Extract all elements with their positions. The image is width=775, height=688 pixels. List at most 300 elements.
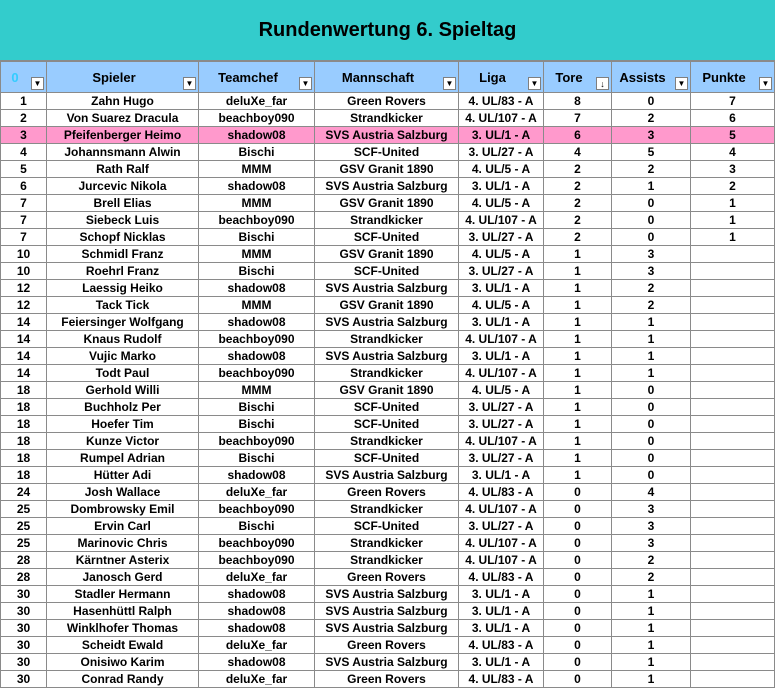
- cell-rank[interactable]: 12: [1, 280, 47, 297]
- cell-teamchef[interactable]: MMM: [199, 297, 315, 314]
- cell-assists[interactable]: 2: [612, 569, 691, 586]
- cell-liga[interactable]: 4. UL/107 - A: [459, 331, 544, 348]
- cell-liga[interactable]: 4. UL/83 - A: [459, 484, 544, 501]
- column-header-tore[interactable]: [544, 62, 612, 93]
- cell-rank[interactable]: 14: [1, 331, 47, 348]
- cell-punkte[interactable]: [691, 263, 775, 280]
- cell-punkte[interactable]: [691, 382, 775, 399]
- cell-mannschaft[interactable]: Strandkicker: [315, 433, 459, 450]
- cell-assists[interactable]: 0: [612, 229, 691, 246]
- cell-liga[interactable]: 3. UL/1 - A: [459, 467, 544, 484]
- table-row: [1, 144, 775, 161]
- cell-tore[interactable]: 1: [544, 382, 612, 399]
- cell-rank[interactable]: 24: [1, 484, 47, 501]
- cell-mannschaft[interactable]: SCF-United: [315, 229, 459, 246]
- cell-spieler[interactable]: Scheidt Ewald: [47, 637, 199, 654]
- cell-mannschaft[interactable]: Green Rovers: [315, 671, 459, 688]
- cell-mannschaft[interactable]: SVS Austria Salzburg: [315, 127, 459, 144]
- cell-tore[interactable]: 0: [544, 654, 612, 671]
- cell-punkte[interactable]: [691, 314, 775, 331]
- cell-mannschaft[interactable]: GSV Granit 1890: [315, 297, 459, 314]
- cell-spieler[interactable]: Feiersinger Wolfgang: [47, 314, 199, 331]
- cell-assists[interactable]: 1: [612, 365, 691, 382]
- cell-liga[interactable]: 3. UL/1 - A: [459, 654, 544, 671]
- cell-mannschaft[interactable]: Strandkicker: [315, 535, 459, 552]
- cell-liga[interactable]: 3. UL/1 - A: [459, 314, 544, 331]
- column-header-mannschaft[interactable]: [315, 62, 459, 93]
- cell-rank[interactable]: 6: [1, 178, 47, 195]
- chevron-down-icon[interactable]: ▼: [759, 77, 772, 90]
- cell-assists[interactable]: 2: [612, 552, 691, 569]
- cell-mannschaft[interactable]: GSV Granit 1890: [315, 161, 459, 178]
- cell-mannschaft[interactable]: Green Rovers: [315, 93, 459, 110]
- cell-punkte[interactable]: [691, 518, 775, 535]
- cell-spieler[interactable]: Von Suarez Dracula: [47, 110, 199, 127]
- cell-mannschaft[interactable]: Green Rovers: [315, 637, 459, 654]
- cell-rank[interactable]: 14: [1, 365, 47, 382]
- cell-spieler[interactable]: Jurcevic Nikola: [47, 178, 199, 195]
- cell-assists[interactable]: 2: [612, 110, 691, 127]
- cell-assists[interactable]: 3: [612, 246, 691, 263]
- cell-tore[interactable]: 2: [544, 195, 612, 212]
- cell-punkte[interactable]: 5: [691, 127, 775, 144]
- cell-mannschaft[interactable]: SCF-United: [315, 399, 459, 416]
- cell-teamchef[interactable]: Bischi: [199, 450, 315, 467]
- cell-teamchef[interactable]: Bischi: [199, 263, 315, 280]
- cell-mannschaft[interactable]: SVS Austria Salzburg: [315, 280, 459, 297]
- cell-tore[interactable]: 0: [544, 501, 612, 518]
- cell-mannschaft[interactable]: Strandkicker: [315, 331, 459, 348]
- cell-assists[interactable]: 0: [612, 195, 691, 212]
- cell-liga[interactable]: 4. UL/83 - A: [459, 637, 544, 654]
- cell-teamchef[interactable]: shadow08: [199, 586, 315, 603]
- cell-rank[interactable]: 30: [1, 671, 47, 688]
- cell-spieler[interactable]: Siebeck Luis: [47, 212, 199, 229]
- cell-punkte[interactable]: [691, 433, 775, 450]
- cell-teamchef[interactable]: deluXe_far: [199, 671, 315, 688]
- cell-tore[interactable]: 0: [544, 569, 612, 586]
- cell-mannschaft[interactable]: SVS Austria Salzburg: [315, 654, 459, 671]
- cell-spieler[interactable]: Pfeifenberger Heimo: [47, 127, 199, 144]
- cell-assists[interactable]: 3: [612, 263, 691, 280]
- sort-desc-icon[interactable]: ↓: [596, 77, 609, 90]
- column-header-assists[interactable]: [612, 62, 691, 93]
- cell-mannschaft[interactable]: GSV Granit 1890: [315, 195, 459, 212]
- cell-teamchef[interactable]: beachboy090: [199, 212, 315, 229]
- cell-spieler[interactable]: Kunze Victor: [47, 433, 199, 450]
- chevron-down-icon[interactable]: ▼: [528, 77, 541, 90]
- cell-punkte[interactable]: [691, 416, 775, 433]
- cell-tore[interactable]: 0: [544, 535, 612, 552]
- cell-liga[interactable]: 4. UL/107 - A: [459, 552, 544, 569]
- table-row: [1, 297, 775, 314]
- cell-teamchef[interactable]: Bischi: [199, 144, 315, 161]
- cell-tore[interactable]: 7: [544, 110, 612, 127]
- cell-punkte[interactable]: [691, 552, 775, 569]
- cell-mannschaft[interactable]: Strandkicker: [315, 212, 459, 229]
- cell-spieler[interactable]: Johannsmann Alwin: [47, 144, 199, 161]
- cell-punkte[interactable]: 1: [691, 212, 775, 229]
- cell-assists[interactable]: 2: [612, 280, 691, 297]
- column-header-rank[interactable]: [1, 62, 47, 93]
- cell-punkte[interactable]: [691, 399, 775, 416]
- column-header-label: Assists: [619, 69, 666, 85]
- column-header-teamchef[interactable]: [199, 62, 315, 93]
- cell-tore[interactable]: 0: [544, 586, 612, 603]
- cell-spieler[interactable]: Hasenhüttl Ralph: [47, 603, 199, 620]
- cell-tore[interactable]: 8: [544, 93, 612, 110]
- cell-teamchef[interactable]: deluXe_far: [199, 484, 315, 501]
- cell-spieler[interactable]: Hoefer Tim: [47, 416, 199, 433]
- cell-teamchef[interactable]: beachboy090: [199, 535, 315, 552]
- cell-teamchef[interactable]: shadow08: [199, 348, 315, 365]
- cell-teamchef[interactable]: shadow08: [199, 314, 315, 331]
- cell-spieler[interactable]: Tack Tick: [47, 297, 199, 314]
- cell-punkte[interactable]: 4: [691, 144, 775, 161]
- cell-punkte[interactable]: [691, 280, 775, 297]
- cell-liga[interactable]: 3. UL/27 - A: [459, 416, 544, 433]
- cell-assists[interactable]: 0: [612, 382, 691, 399]
- cell-rank[interactable]: 18: [1, 450, 47, 467]
- cell-assists[interactable]: 1: [612, 314, 691, 331]
- cell-mannschaft[interactable]: SCF-United: [315, 518, 459, 535]
- cell-mannschaft[interactable]: SVS Austria Salzburg: [315, 178, 459, 195]
- cell-mannschaft[interactable]: SCF-United: [315, 263, 459, 280]
- cell-assists[interactable]: 1: [612, 178, 691, 195]
- cell-punkte[interactable]: [691, 297, 775, 314]
- cell-punkte[interactable]: [691, 637, 775, 654]
- cell-rank[interactable]: 25: [1, 535, 47, 552]
- cell-mannschaft[interactable]: SVS Austria Salzburg: [315, 467, 459, 484]
- cell-mannschaft[interactable]: Strandkicker: [315, 501, 459, 518]
- cell-spieler[interactable]: Onisiwo Karim: [47, 654, 199, 671]
- cell-teamchef[interactable]: Bischi: [199, 416, 315, 433]
- cell-teamchef[interactable]: shadow08: [199, 620, 315, 637]
- cell-tore[interactable]: 0: [544, 637, 612, 654]
- cell-punkte[interactable]: 1: [691, 195, 775, 212]
- cell-spieler[interactable]: Todt Paul: [47, 365, 199, 382]
- cell-rank[interactable]: 2: [1, 110, 47, 127]
- cell-spieler[interactable]: Laessig Heiko: [47, 280, 199, 297]
- cell-assists[interactable]: 1: [612, 620, 691, 637]
- cell-liga[interactable]: 3. UL/1 - A: [459, 280, 544, 297]
- cell-liga[interactable]: 4. UL/83 - A: [459, 569, 544, 586]
- cell-tore[interactable]: 1: [544, 280, 612, 297]
- cell-tore[interactable]: 2: [544, 178, 612, 195]
- cell-rank[interactable]: 30: [1, 637, 47, 654]
- cell-liga[interactable]: 4. UL/107 - A: [459, 110, 544, 127]
- cell-mannschaft[interactable]: Strandkicker: [315, 552, 459, 569]
- cell-spieler[interactable]: Zahn Hugo: [47, 93, 199, 110]
- cell-rank[interactable]: 12: [1, 297, 47, 314]
- cell-spieler[interactable]: Stadler Hermann: [47, 586, 199, 603]
- cell-spieler[interactable]: Vujic Marko: [47, 348, 199, 365]
- cell-punkte[interactable]: [691, 467, 775, 484]
- cell-liga[interactable]: 4. UL/5 - A: [459, 297, 544, 314]
- cell-liga[interactable]: 4. UL/107 - A: [459, 365, 544, 382]
- cell-punkte[interactable]: [691, 246, 775, 263]
- cell-liga[interactable]: 4. UL/107 - A: [459, 212, 544, 229]
- cell-assists[interactable]: 3: [612, 501, 691, 518]
- cell-teamchef[interactable]: shadow08: [199, 127, 315, 144]
- cell-teamchef[interactable]: beachboy090: [199, 365, 315, 382]
- cell-teamchef[interactable]: shadow08: [199, 178, 315, 195]
- cell-spieler[interactable]: Schopf Nicklas: [47, 229, 199, 246]
- cell-spieler[interactable]: Buchholz Per: [47, 399, 199, 416]
- cell-rank[interactable]: 30: [1, 603, 47, 620]
- cell-mannschaft[interactable]: Green Rovers: [315, 569, 459, 586]
- column-header-spieler[interactable]: [47, 62, 199, 93]
- cell-tore[interactable]: 1: [544, 314, 612, 331]
- cell-teamchef[interactable]: Bischi: [199, 399, 315, 416]
- cell-assists[interactable]: 0: [612, 433, 691, 450]
- cell-teamchef[interactable]: beachboy090: [199, 433, 315, 450]
- cell-spieler[interactable]: Roehrl Franz: [47, 263, 199, 280]
- cell-mannschaft[interactable]: Green Rovers: [315, 484, 459, 501]
- cell-rank[interactable]: 30: [1, 586, 47, 603]
- cell-tore[interactable]: 1: [544, 399, 612, 416]
- cell-teamchef[interactable]: beachboy090: [199, 552, 315, 569]
- chevron-down-icon[interactable]: ▼: [443, 77, 456, 90]
- cell-tore[interactable]: 1: [544, 246, 612, 263]
- cell-tore[interactable]: 0: [544, 484, 612, 501]
- cell-liga[interactable]: 4. UL/5 - A: [459, 246, 544, 263]
- cell-assists[interactable]: 1: [612, 603, 691, 620]
- cell-assists[interactable]: 5: [612, 144, 691, 161]
- cell-assists[interactable]: 1: [612, 654, 691, 671]
- cell-rank[interactable]: 25: [1, 501, 47, 518]
- cell-punkte[interactable]: [691, 569, 775, 586]
- cell-spieler[interactable]: Knaus Rudolf: [47, 331, 199, 348]
- cell-assists[interactable]: 1: [612, 671, 691, 688]
- cell-punkte[interactable]: [691, 586, 775, 603]
- cell-punkte[interactable]: 7: [691, 93, 775, 110]
- cell-tore[interactable]: 1: [544, 467, 612, 484]
- cell-tore[interactable]: 0: [544, 518, 612, 535]
- cell-tore[interactable]: 1: [544, 450, 612, 467]
- cell-assists[interactable]: 1: [612, 348, 691, 365]
- cell-punkte[interactable]: [691, 535, 775, 552]
- chevron-down-icon[interactable]: ▼: [31, 77, 44, 90]
- cell-spieler[interactable]: Rath Ralf: [47, 161, 199, 178]
- cell-tore[interactable]: 2: [544, 161, 612, 178]
- cell-liga[interactable]: 4. UL/83 - A: [459, 671, 544, 688]
- cell-liga[interactable]: 3. UL/27 - A: [459, 144, 544, 161]
- cell-teamchef[interactable]: shadow08: [199, 280, 315, 297]
- cell-spieler[interactable]: Janosch Gerd: [47, 569, 199, 586]
- chevron-down-icon[interactable]: ▼: [183, 77, 196, 90]
- cell-rank[interactable]: 10: [1, 263, 47, 280]
- cell-punkte[interactable]: 1: [691, 229, 775, 246]
- cell-rank[interactable]: 14: [1, 314, 47, 331]
- cell-punkte[interactable]: [691, 603, 775, 620]
- cell-mannschaft[interactable]: Strandkicker: [315, 110, 459, 127]
- cell-liga[interactable]: 3. UL/1 - A: [459, 348, 544, 365]
- cell-assists[interactable]: 0: [612, 212, 691, 229]
- cell-assists[interactable]: 1: [612, 637, 691, 654]
- cell-tore[interactable]: 0: [544, 552, 612, 569]
- cell-liga[interactable]: 3. UL/1 - A: [459, 178, 544, 195]
- column-header-liga[interactable]: [459, 62, 544, 93]
- cell-mannschaft[interactable]: SCF-United: [315, 416, 459, 433]
- cell-punkte[interactable]: [691, 331, 775, 348]
- cell-liga[interactable]: 3. UL/1 - A: [459, 127, 544, 144]
- cell-punkte[interactable]: [691, 484, 775, 501]
- cell-punkte[interactable]: [691, 450, 775, 467]
- cell-rank[interactable]: 4: [1, 144, 47, 161]
- cell-liga[interactable]: 4. UL/107 - A: [459, 501, 544, 518]
- cell-rank[interactable]: 18: [1, 433, 47, 450]
- cell-teamchef[interactable]: deluXe_far: [199, 569, 315, 586]
- cell-mannschaft[interactable]: SVS Austria Salzburg: [315, 603, 459, 620]
- cell-teamchef[interactable]: MMM: [199, 246, 315, 263]
- cell-rank[interactable]: 7: [1, 229, 47, 246]
- cell-tore[interactable]: 6: [544, 127, 612, 144]
- cell-mannschaft[interactable]: GSV Granit 1890: [315, 382, 459, 399]
- cell-teamchef[interactable]: shadow08: [199, 654, 315, 671]
- cell-punkte[interactable]: 6: [691, 110, 775, 127]
- cell-punkte[interactable]: [691, 654, 775, 671]
- cell-mannschaft[interactable]: SVS Austria Salzburg: [315, 348, 459, 365]
- cell-tore[interactable]: 1: [544, 433, 612, 450]
- cell-liga[interactable]: 3. UL/1 - A: [459, 620, 544, 637]
- cell-tore[interactable]: 1: [544, 297, 612, 314]
- cell-liga[interactable]: 3. UL/1 - A: [459, 603, 544, 620]
- cell-mannschaft[interactable]: SCF-United: [315, 144, 459, 161]
- cell-tore[interactable]: 0: [544, 671, 612, 688]
- cell-liga[interactable]: 4. UL/5 - A: [459, 382, 544, 399]
- cell-punkte[interactable]: [691, 501, 775, 518]
- cell-mannschaft[interactable]: GSV Granit 1890: [315, 246, 459, 263]
- cell-assists[interactable]: 0: [612, 467, 691, 484]
- cell-rank[interactable]: 18: [1, 416, 47, 433]
- cell-spieler[interactable]: Gerhold Willi: [47, 382, 199, 399]
- cell-rank[interactable]: 28: [1, 569, 47, 586]
- cell-spieler[interactable]: Rumpel Adrian: [47, 450, 199, 467]
- cell-spieler[interactable]: Kärntner Asterix: [47, 552, 199, 569]
- cell-spieler[interactable]: Dombrowsky Emil: [47, 501, 199, 518]
- cell-assists[interactable]: 0: [612, 416, 691, 433]
- cell-punkte[interactable]: [691, 671, 775, 688]
- cell-teamchef[interactable]: beachboy090: [199, 331, 315, 348]
- cell-assists[interactable]: 2: [612, 297, 691, 314]
- cell-punkte[interactable]: [691, 620, 775, 637]
- cell-rank[interactable]: 3: [1, 127, 47, 144]
- cell-teamchef[interactable]: MMM: [199, 382, 315, 399]
- cell-punkte[interactable]: 3: [691, 161, 775, 178]
- cell-teamchef[interactable]: Bischi: [199, 229, 315, 246]
- cell-punkte[interactable]: 2: [691, 178, 775, 195]
- cell-tore[interactable]: 1: [544, 416, 612, 433]
- cell-rank[interactable]: 10: [1, 246, 47, 263]
- cell-punkte[interactable]: [691, 348, 775, 365]
- cell-mannschaft[interactable]: SVS Austria Salzburg: [315, 314, 459, 331]
- cell-rank[interactable]: 25: [1, 518, 47, 535]
- cell-tore[interactable]: 4: [544, 144, 612, 161]
- cell-tore[interactable]: 0: [544, 620, 612, 637]
- cell-teamchef[interactable]: MMM: [199, 161, 315, 178]
- cell-assists[interactable]: 2: [612, 161, 691, 178]
- cell-spieler[interactable]: Hütter Adi: [47, 467, 199, 484]
- chevron-down-icon[interactable]: ▼: [675, 77, 688, 90]
- cell-rank[interactable]: 30: [1, 620, 47, 637]
- cell-teamchef[interactable]: Bischi: [199, 518, 315, 535]
- cell-spieler[interactable]: Winklhofer Thomas: [47, 620, 199, 637]
- cell-rank[interactable]: 14: [1, 348, 47, 365]
- cell-assists[interactable]: 1: [612, 331, 691, 348]
- cell-tore[interactable]: 1: [544, 331, 612, 348]
- cell-rank[interactable]: 18: [1, 399, 47, 416]
- cell-spieler[interactable]: Conrad Randy: [47, 671, 199, 688]
- cell-tore[interactable]: 2: [544, 229, 612, 246]
- table-row: [1, 433, 775, 450]
- cell-rank[interactable]: 18: [1, 382, 47, 399]
- cell-rank[interactable]: 28: [1, 552, 47, 569]
- cell-rank[interactable]: 30: [1, 654, 47, 671]
- cell-liga[interactable]: 4. UL/83 - A: [459, 93, 544, 110]
- cell-mannschaft[interactable]: SVS Austria Salzburg: [315, 620, 459, 637]
- cell-spieler[interactable]: Marinovic Chris: [47, 535, 199, 552]
- cell-rank[interactable]: 7: [1, 212, 47, 229]
- cell-teamchef[interactable]: shadow08: [199, 467, 315, 484]
- cell-liga[interactable]: 3. UL/27 - A: [459, 263, 544, 280]
- cell-mannschaft[interactable]: SVS Austria Salzburg: [315, 586, 459, 603]
- cell-punkte[interactable]: [691, 365, 775, 382]
- cell-spieler[interactable]: Josh Wallace: [47, 484, 199, 501]
- cell-tore[interactable]: 1: [544, 263, 612, 280]
- cell-teamchef[interactable]: deluXe_far: [199, 637, 315, 654]
- cell-teamchef[interactable]: beachboy090: [199, 501, 315, 518]
- cell-liga[interactable]: 3. UL/27 - A: [459, 450, 544, 467]
- cell-spieler[interactable]: Brell Elias: [47, 195, 199, 212]
- cell-liga[interactable]: 3. UL/27 - A: [459, 229, 544, 246]
- cell-mannschaft[interactable]: SCF-United: [315, 450, 459, 467]
- cell-rank[interactable]: 18: [1, 467, 47, 484]
- cell-teamchef[interactable]: beachboy090: [199, 110, 315, 127]
- cell-assists[interactable]: 4: [612, 484, 691, 501]
- cell-teamchef[interactable]: shadow08: [199, 603, 315, 620]
- cell-tore[interactable]: 2: [544, 212, 612, 229]
- cell-assists[interactable]: 3: [612, 518, 691, 535]
- cell-liga[interactable]: 3. UL/27 - A: [459, 399, 544, 416]
- cell-assists[interactable]: 0: [612, 93, 691, 110]
- chevron-down-icon[interactable]: ▼: [299, 77, 312, 90]
- cell-liga[interactable]: 4. UL/107 - A: [459, 535, 544, 552]
- cell-liga[interactable]: 3. UL/27 - A: [459, 518, 544, 535]
- cell-assists[interactable]: 0: [612, 450, 691, 467]
- cell-liga[interactable]: 4. UL/107 - A: [459, 433, 544, 450]
- cell-assists[interactable]: 1: [612, 586, 691, 603]
- cell-tore[interactable]: 1: [544, 348, 612, 365]
- cell-assists[interactable]: 0: [612, 399, 691, 416]
- cell-teamchef[interactable]: deluXe_far: [199, 93, 315, 110]
- column-header-punkte[interactable]: [691, 62, 775, 93]
- cell-teamchef[interactable]: MMM: [199, 195, 315, 212]
- cell-liga[interactable]: 3. UL/1 - A: [459, 586, 544, 603]
- cell-spieler[interactable]: Schmidl Franz: [47, 246, 199, 263]
- cell-tore[interactable]: 1: [544, 365, 612, 382]
- cell-rank[interactable]: 5: [1, 161, 47, 178]
- cell-rank[interactable]: 7: [1, 195, 47, 212]
- cell-liga[interactable]: 4. UL/5 - A: [459, 195, 544, 212]
- cell-liga[interactable]: 4. UL/5 - A: [459, 161, 544, 178]
- cell-assists[interactable]: 3: [612, 127, 691, 144]
- cell-rank[interactable]: 1: [1, 93, 47, 110]
- cell-mannschaft[interactable]: Strandkicker: [315, 365, 459, 382]
- cell-assists[interactable]: 3: [612, 535, 691, 552]
- cell-tore[interactable]: 0: [544, 603, 612, 620]
- cell-spieler[interactable]: Ervin Carl: [47, 518, 199, 535]
